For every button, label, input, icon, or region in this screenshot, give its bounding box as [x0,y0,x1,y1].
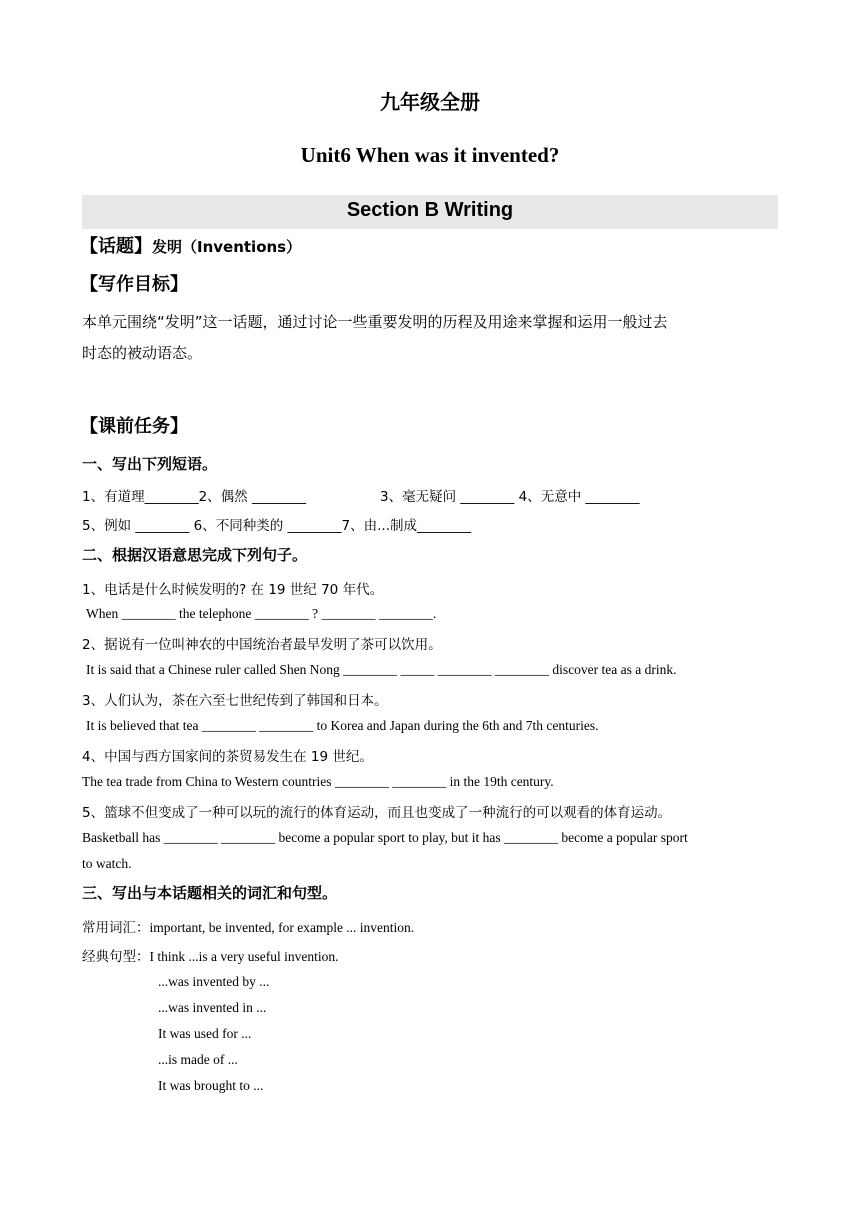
pattern-label: 经典句型： [82,949,150,965]
vocab-text: important, be invented, for example ... invention. [149,920,415,935]
pattern-2: ...was invented in ... [158,1000,267,1015]
part2-item2-cn: 2、据说有一位叫神农的中国统治者最早发明了茶可以饮用。 [82,637,442,653]
goal-text-line2: 时态的被动语态。 [82,344,203,362]
part1-row1-a: 1、有道理________2、偶然 ________ [82,489,306,505]
goal-text-line1: 本单元围绕“发明”这一话题，通过讨论一些重要发明的历程及用途来掌握和运用一般过去 [82,313,668,331]
part2-item5-en: Basketball has ________ ________ become a popular sport to play, but it has ________ become a popular sport [82,830,688,845]
part2-item3-en: It is believed that tea ________ ________ to Korea and Japan during the 6th and 7th centuries. [86,718,599,733]
part2-title: 二、根据汉语意思完成下列句子。 [82,546,308,564]
part1-row2: 5、例如 ________ 6、不同种类的 ________7、由...制成________ [82,518,472,534]
pretask-heading: 【课前任务】 [80,416,188,437]
topic-value: 发明（Inventions） [152,238,302,256]
page-title-grade: 九年级全册 [380,90,480,114]
section-title: Section B Writing [346,199,514,221]
vocab-label: 常用词汇： [82,920,150,936]
pattern-5: It was brought to ... [158,1078,264,1093]
topic-label: 【话题】 [80,236,152,257]
pattern-3: It was used for ... [158,1026,252,1041]
part2-item5-cn: 5、篮球不但变成了一种可以玩的流行的体育运动，而且也变成了一种流行的可以观看的体育运动。 [82,805,672,821]
part1-title: 一、写出下列短语。 [82,455,218,473]
goal-heading: 【写作目标】 [80,274,188,295]
part3-title: 三、写出与本话题相关的词汇和句型。 [82,884,338,902]
part2-item4-cn: 4、中国与西方国家间的茶贸易发生在 19 世纪。 [82,749,373,765]
page-title-unit: Unit6 When was it invented? [300,143,560,167]
part1-row1-b: 3、毫无疑问 ________ 4、无意中 ________ [380,489,640,505]
pattern-0: I think ...is a very useful invention. [149,949,339,964]
pattern-4: ...is made of ... [158,1052,238,1067]
part2-item2-en: It is said that a Chinese ruler called Shen Nong ________ _____ ________ ________ discover tea as a drink. [86,662,677,677]
pattern-line [82,945,338,965]
part2-item4-en: The tea trade from China to Western countries ________ ________ in the 19th century. [82,774,554,789]
vocab-line [82,916,414,936]
part2-item1-en: When ________ the telephone ________ ? ________ ________. [86,606,437,621]
pattern-1: ...was invented by ... [158,974,270,989]
part2-item3-cn: 3、人们认为，茶在六至七世纪传到了韩国和日本。 [82,693,388,709]
topic-heading [80,232,301,258]
part2-item1-cn: 1、电话是什么时候发明的? 在 19 世纪 70 年代。 [82,582,384,598]
part2-item5-en-cont: to watch. [82,856,132,871]
